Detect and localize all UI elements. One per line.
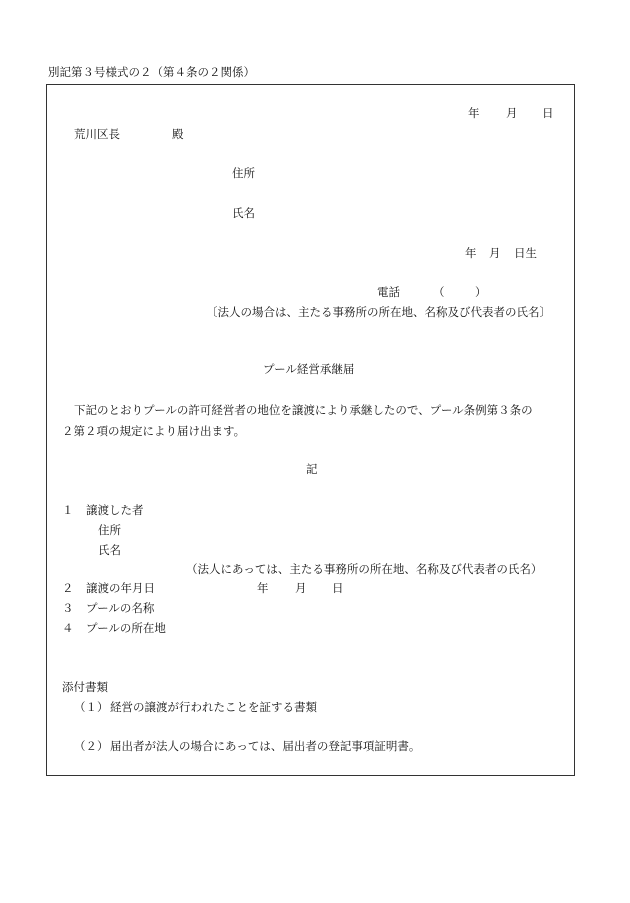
attachment1-number: （１）	[74, 700, 109, 714]
item2-number: ２	[62, 581, 74, 595]
item2-month-label: 月	[295, 581, 307, 595]
body-text-line1: 下記のとおりプールの許可経営者の地位を譲渡により承継したので、プール条例第３条の	[74, 403, 533, 417]
applicant-name-label: 氏名	[232, 206, 255, 220]
birth-year-label: 年	[465, 246, 477, 260]
attachments-heading: 添付書類	[62, 680, 108, 694]
form-label: 別記第３号様式の２（第４条の２関係）	[48, 65, 255, 79]
applicant-corporate-note: 〔法人の場合は、主たる事務所の所在地、名称及び代表者の氏名〕	[206, 305, 551, 319]
item3-label: プールの名称	[86, 601, 155, 615]
item1-corporate-note: （法人にあっては、主たる事務所の所在地、名称及び代表者の氏名）	[186, 562, 543, 576]
date-day-label: 日	[542, 106, 554, 120]
body-text-line2: ２第２項の規定により届け出ます。	[62, 424, 246, 438]
addressee-honorific: 殿	[172, 127, 184, 141]
applicant-address-label: 住所	[232, 166, 255, 180]
phone-paren-close: ）	[475, 285, 487, 299]
date-month-label: 月	[506, 106, 518, 120]
ki-heading: 記	[306, 462, 318, 476]
date-year-label: 年	[468, 106, 480, 120]
item1-address-label: 住所	[98, 523, 121, 537]
birth-day-label: 日生	[514, 246, 537, 260]
attachment1-text: 経営の譲渡が行われたことを証する書類	[110, 700, 317, 714]
form-title: プール経営承継届	[263, 362, 355, 376]
phone-paren-open: （	[433, 285, 445, 299]
item2-label: 譲渡の年月日	[86, 581, 155, 595]
form-frame	[46, 84, 575, 776]
attachment2-number: （２）	[74, 739, 109, 753]
birth-month-label: 月	[489, 246, 501, 260]
attachment2-text: 届出者が法人の場合にあっては、届出者の登記事項証明書。	[110, 739, 421, 753]
item1-name-label: 氏名	[98, 543, 121, 557]
addressee-office: 荒川区長	[74, 127, 120, 141]
item2-day-label: 日	[332, 581, 344, 595]
item4-label: プールの所在地	[86, 621, 166, 635]
phone-label: 電話	[377, 285, 400, 299]
item1-number: １	[62, 503, 74, 517]
item2-year-label: 年	[257, 581, 269, 595]
item4-number: ４	[62, 621, 74, 635]
item3-number: ３	[62, 601, 74, 615]
item1-label: 譲渡した者	[86, 503, 144, 517]
